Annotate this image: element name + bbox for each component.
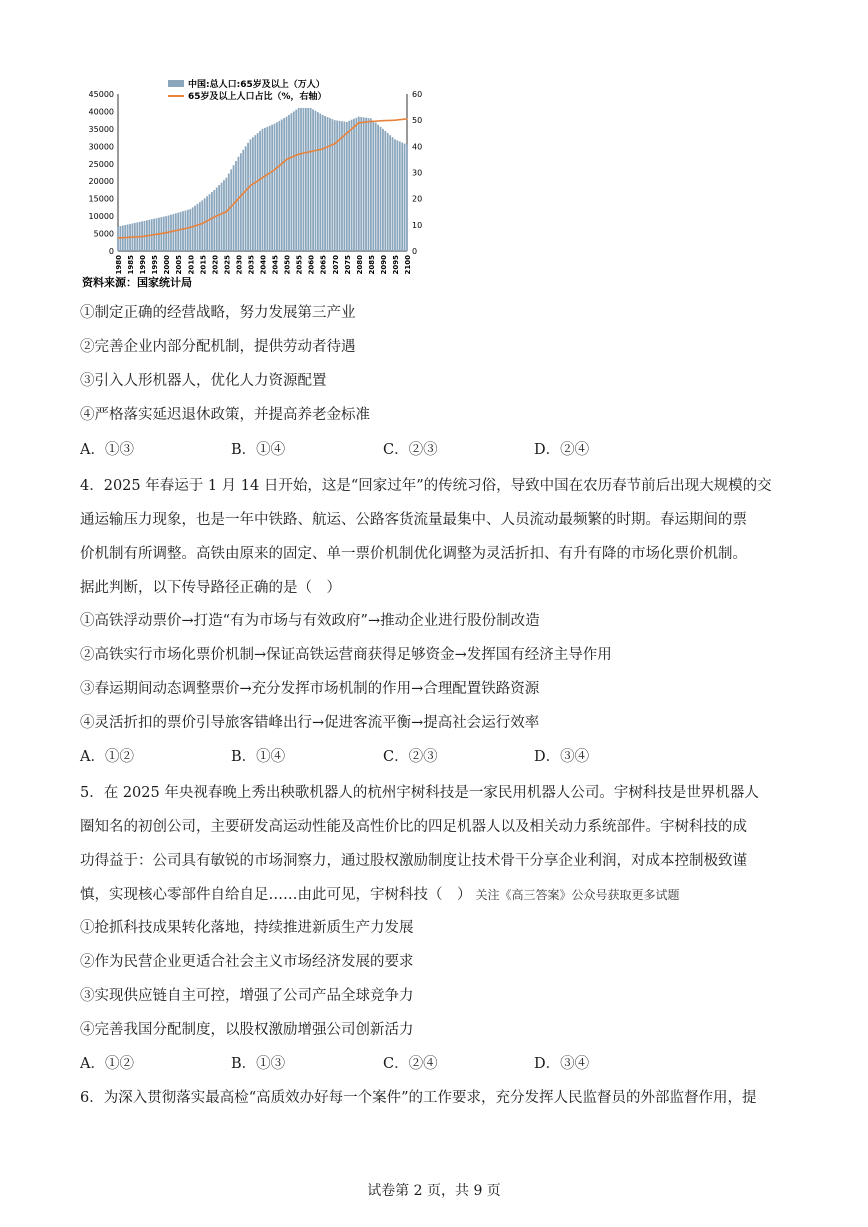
bar-2087 bbox=[375, 123, 377, 251]
line-point-2075 bbox=[346, 133, 347, 134]
bar-2067 bbox=[327, 117, 329, 251]
bar-1980 bbox=[117, 227, 119, 251]
x-tick-label: 2060 bbox=[307, 255, 316, 275]
y-left-tick-label: 40000 bbox=[88, 107, 114, 117]
page-footer: 试卷第 2 页，共 9 页 bbox=[367, 1183, 501, 1199]
bar-2032 bbox=[242, 150, 244, 251]
bar-2010 bbox=[189, 209, 191, 251]
q4-answer-c[interactable]: C．②③ bbox=[383, 749, 438, 765]
q5-item-3: ③实现供应链自主可控，增强了公司产品全球竞争力 bbox=[80, 988, 414, 1004]
q3-answer-c[interactable]: C．②③ bbox=[383, 442, 438, 458]
q4-item-1: ①高铁浮动票价→打造“有为市场与有效政府”→推动企业进行股份制改造 bbox=[80, 613, 540, 629]
bar-2050 bbox=[286, 117, 288, 251]
bar-2064 bbox=[319, 114, 321, 251]
bar-2003 bbox=[172, 214, 174, 251]
line-point-2025 bbox=[226, 211, 227, 212]
bar-2048 bbox=[281, 119, 283, 251]
q4-answer-d[interactable]: D．③④ bbox=[534, 749, 590, 765]
q5-stem bbox=[80, 776, 792, 912]
bar-2056 bbox=[300, 108, 302, 251]
bar-2001 bbox=[168, 215, 170, 251]
q6-stem-line-1: 6．为深入贯彻落实最高检“高质效办好每一个案件”的工作要求，充分发挥人民监督员的外部监督作用，提 bbox=[80, 1090, 757, 1106]
q4-stem-line-2: 通运输压力现象，也是一年中铁路、航运、公路客货流量最集中、人员流动最频繁的时期。春运期间的票 bbox=[80, 512, 747, 528]
y-left-tick-label: 15000 bbox=[88, 194, 114, 204]
bar-2069 bbox=[331, 119, 333, 251]
line-point-1990 bbox=[141, 236, 142, 237]
q3-answer-b[interactable]: B．①④ bbox=[231, 442, 286, 458]
x-tick-label: 2035 bbox=[247, 255, 256, 275]
bar-2097 bbox=[399, 141, 401, 251]
bar-2051 bbox=[288, 115, 290, 251]
bar-2052 bbox=[291, 113, 293, 251]
line-point-2015 bbox=[202, 223, 203, 224]
bar-2080 bbox=[358, 117, 360, 251]
q5-stem-line-1: 5．在 2025 年央视春晚上秀出秧歌机器人的杭州宇树科技是一家民用机器人公司。宇树科技是世界机器人 bbox=[80, 785, 759, 801]
bar-2089 bbox=[380, 127, 382, 251]
bar-2065 bbox=[322, 115, 324, 251]
bar-2094 bbox=[392, 137, 394, 251]
bar-2038 bbox=[257, 133, 259, 251]
bar-2002 bbox=[170, 215, 172, 251]
line-point-2020 bbox=[214, 216, 215, 217]
bar-2030 bbox=[238, 157, 240, 251]
bar-2042 bbox=[266, 127, 268, 251]
line-point-1980 bbox=[117, 237, 118, 238]
x-tick-label: 2065 bbox=[319, 254, 328, 275]
bar-2021 bbox=[216, 188, 218, 251]
q5-item-4: ④完善我国分配制度，以股权激励增强公司创新活力 bbox=[80, 1022, 414, 1038]
line-point-2090 bbox=[382, 120, 383, 121]
line-point-2095 bbox=[394, 120, 395, 121]
bar-2053 bbox=[293, 111, 295, 251]
line-point-2045 bbox=[274, 169, 275, 170]
q3-item-3: ③引入人形机器人，优化人力资源配置 bbox=[80, 373, 327, 389]
line-point-2100 bbox=[406, 118, 407, 119]
line-point-2085 bbox=[370, 121, 371, 122]
line-point-2050 bbox=[286, 159, 287, 160]
bar-2055 bbox=[298, 108, 300, 251]
y-left-tick-label: 25000 bbox=[88, 159, 114, 169]
y-right-tick-label: 0 bbox=[412, 247, 418, 256]
x-tick-label: 1990 bbox=[139, 255, 148, 275]
line-point-2080 bbox=[358, 122, 359, 123]
x-tick-label: 2075 bbox=[343, 255, 352, 275]
y-right-tick-label: 10 bbox=[412, 220, 423, 230]
bar-2009 bbox=[187, 210, 189, 251]
bar-2023 bbox=[221, 183, 223, 251]
bar-2016 bbox=[204, 198, 206, 251]
q4-item-2: ②高铁实行市场化票价机制→保证高铁运营商获得足够资金→发挥国有经济主导作用 bbox=[80, 647, 612, 663]
bar-2076 bbox=[348, 121, 350, 251]
bar-2070 bbox=[334, 120, 336, 251]
q3-answer-d[interactable]: D．②④ bbox=[534, 442, 590, 458]
bar-2090 bbox=[382, 129, 384, 251]
line-point-2070 bbox=[334, 143, 335, 144]
x-tick-label: 1980 bbox=[115, 255, 123, 275]
bar-2066 bbox=[324, 116, 326, 251]
q3-item-2: ②完善企业内部分配机制，提供劳动者待遇 bbox=[80, 339, 356, 355]
bar-2046 bbox=[276, 122, 278, 251]
bar-2019 bbox=[211, 192, 213, 251]
x-tick-label: 2030 bbox=[235, 255, 244, 275]
bar-2084 bbox=[368, 118, 370, 251]
x-tick-label: 2040 bbox=[259, 255, 268, 275]
bar-2017 bbox=[206, 196, 208, 251]
bar-2060 bbox=[310, 108, 312, 251]
line-point-2055 bbox=[298, 154, 299, 155]
bar-2088 bbox=[377, 125, 379, 251]
bar-2040 bbox=[262, 129, 264, 251]
bar-2074 bbox=[343, 122, 345, 251]
x-tick-label: 2080 bbox=[355, 255, 364, 275]
line-point-2000 bbox=[166, 232, 167, 233]
bar-2098 bbox=[401, 142, 403, 251]
line-point-2060 bbox=[310, 151, 311, 152]
q5-item-1: ①抢抓科技成果转化落地，持续推进新质生产力发展 bbox=[80, 920, 414, 936]
q4-stem-line-3: 价机制有所调整。高铁由原来的固定、单一票价机制优化调整为灵活折扣、有升有降的市场化票价机制。 bbox=[80, 546, 747, 562]
chart-bars bbox=[117, 108, 408, 251]
legend-bar-label: 中国:总人口:65岁及以上（万人） bbox=[188, 80, 325, 90]
y-left-tick-label: 5000 bbox=[93, 229, 114, 239]
bar-2082 bbox=[363, 117, 365, 251]
y-right-tick-label: 40 bbox=[412, 142, 423, 152]
q4-stem-line-4: 据此判断，以下传导路径正确的是（ ） bbox=[80, 580, 341, 596]
bar-2037 bbox=[254, 135, 256, 251]
bar-2035 bbox=[250, 139, 252, 251]
bar-2075 bbox=[346, 122, 348, 251]
q5-answer-d[interactable]: D．③④ bbox=[534, 1056, 590, 1072]
bar-2031 bbox=[240, 153, 242, 251]
bar-2079 bbox=[356, 118, 358, 251]
line-point-2040 bbox=[262, 177, 263, 178]
bar-2049 bbox=[283, 118, 285, 251]
x-tick-label: 2005 bbox=[175, 255, 184, 275]
y-left-tick-label: 0 bbox=[108, 247, 114, 256]
q4-answer-b[interactable]: B．①④ bbox=[231, 749, 286, 765]
y-left-tick-label: 20000 bbox=[88, 177, 114, 187]
bar-2073 bbox=[341, 121, 343, 251]
bar-2095 bbox=[394, 139, 396, 251]
bar-2029 bbox=[235, 161, 237, 251]
bar-2083 bbox=[365, 118, 367, 251]
line-point-2030 bbox=[238, 198, 239, 199]
bar-2085 bbox=[370, 118, 372, 251]
x-tick-label: 2055 bbox=[295, 255, 304, 275]
bar-2099 bbox=[404, 144, 406, 251]
q4-answer-a[interactable]: A．①② bbox=[80, 749, 134, 765]
bar-2034 bbox=[247, 143, 249, 251]
bar-2093 bbox=[389, 135, 391, 251]
bar-2063 bbox=[317, 112, 319, 251]
x-tick-label: 1985 bbox=[127, 255, 136, 275]
x-tick-label: 2090 bbox=[379, 255, 388, 275]
q3-answer-a[interactable]: A．①③ bbox=[80, 442, 134, 458]
x-tick-label: 2015 bbox=[199, 255, 208, 275]
bar-2005 bbox=[177, 213, 179, 251]
bar-2025 bbox=[225, 178, 227, 251]
q5-stem-line-3: 功得益于：公司具有敏锐的市场洞察力，通过股权激励制度让技术骨干分享企业利润，对成本控制极致谨 bbox=[80, 853, 747, 869]
line-point-2035 bbox=[250, 185, 251, 186]
bar-2007 bbox=[182, 211, 184, 251]
line-point-2065 bbox=[322, 148, 323, 149]
bar-2012 bbox=[194, 206, 196, 251]
x-tick-label: 2010 bbox=[187, 255, 196, 275]
x-tick-label: 2020 bbox=[211, 255, 220, 275]
q3-item-4: ④严格落实延迟退休政策，并提高养老金标准 bbox=[80, 407, 370, 423]
x-tick-label: 2085 bbox=[367, 255, 376, 275]
line-point-2010 bbox=[190, 227, 191, 228]
q4-stem-line-1: 4．2025 年春运于 1 月 14 日开始，这是“回家过年”的传统习俗，导致中国在农历春节前后出现大规模的交 bbox=[80, 478, 772, 494]
bar-2077 bbox=[351, 120, 353, 251]
y-right-tick-label: 60 bbox=[412, 90, 423, 99]
x-tick-label: 2050 bbox=[283, 255, 292, 275]
bar-2020 bbox=[213, 190, 215, 251]
y-left-tick-label: 30000 bbox=[88, 142, 114, 152]
x-tick-label: 2045 bbox=[271, 255, 280, 275]
bar-2068 bbox=[329, 118, 331, 251]
x-tick-label: 1995 bbox=[151, 255, 160, 275]
y-right-tick-label: 20 bbox=[412, 194, 423, 204]
q5-stem-line-2: 圈知名的初创公司，主要研发高运动性能及高性价比的四足机器人以及相关动力系统部件。宇树科技的成 bbox=[80, 819, 747, 835]
bar-2004 bbox=[175, 213, 177, 251]
bar-2100 bbox=[406, 145, 408, 251]
bar-2028 bbox=[233, 165, 235, 251]
bar-2096 bbox=[396, 140, 398, 251]
bar-2036 bbox=[252, 137, 254, 251]
bar-2062 bbox=[315, 111, 317, 251]
q4-item-3: ③春运期间动态调整票价→充分发挥市场机制的作用→合理配置铁路资源 bbox=[80, 681, 540, 697]
y-right-tick-label: 50 bbox=[412, 116, 423, 126]
bar-2027 bbox=[230, 169, 232, 251]
bar-2026 bbox=[228, 174, 230, 251]
chart-source-note: 资料来源：国家统计局 bbox=[82, 276, 192, 289]
bar-2091 bbox=[384, 131, 386, 251]
bar-2015 bbox=[201, 200, 203, 251]
q3-item-1: ①制定正确的经营战略，努力发展第三产业 bbox=[80, 305, 356, 321]
y-right-tick-label: 30 bbox=[412, 168, 423, 178]
bar-2014 bbox=[199, 202, 201, 251]
bar-2041 bbox=[264, 128, 266, 251]
legend-bar-swatch bbox=[168, 80, 184, 87]
x-tick-label: 2095 bbox=[391, 255, 400, 275]
bar-2057 bbox=[303, 108, 305, 251]
q5-item-2: ②作为民营企业更适合社会主义市场经济发展的要求 bbox=[80, 954, 414, 970]
y-left-tick-label: 35000 bbox=[88, 124, 114, 134]
bar-2078 bbox=[353, 119, 355, 251]
bar-2033 bbox=[245, 146, 247, 251]
population-aging-chart bbox=[80, 74, 445, 292]
bar-2045 bbox=[274, 124, 276, 251]
q5-answer-c[interactable]: C．②④ bbox=[383, 1056, 438, 1072]
bar-2086 bbox=[372, 121, 374, 251]
bar-2059 bbox=[307, 108, 309, 251]
q5-stem-line-4 bbox=[80, 878, 792, 912]
x-tick-label: 2025 bbox=[223, 255, 232, 275]
x-tick-label: 2000 bbox=[163, 255, 172, 275]
q4-stem bbox=[80, 469, 792, 605]
q4-item-4: ④灵活折扣的票价引导旅客错峰出行→促进客流平衡→提高社会运行效率 bbox=[80, 715, 540, 731]
x-tick-label: 2100 bbox=[404, 255, 412, 275]
bar-2013 bbox=[197, 204, 199, 251]
x-tick-label: 2070 bbox=[331, 255, 340, 275]
bar-2024 bbox=[223, 180, 225, 251]
bar-2081 bbox=[360, 117, 362, 251]
q5-answer-a[interactable]: A．①② bbox=[80, 1056, 134, 1072]
bar-2008 bbox=[185, 211, 187, 251]
y-left-tick-label: 45000 bbox=[88, 90, 114, 99]
bar-2044 bbox=[271, 125, 273, 251]
bar-2061 bbox=[312, 109, 314, 251]
bar-2006 bbox=[180, 212, 182, 251]
bar-2011 bbox=[192, 207, 194, 251]
bar-2018 bbox=[209, 194, 211, 251]
bar-2058 bbox=[305, 108, 307, 251]
bar-2047 bbox=[278, 121, 280, 251]
bar-2022 bbox=[218, 185, 220, 251]
q5-stem-line-4-text: 慎，实现核心零部件自给自足……由此可见，宇树科技（ ） bbox=[80, 887, 472, 903]
bar-2054 bbox=[295, 110, 297, 251]
bar-2039 bbox=[259, 131, 261, 251]
q5-answer-b[interactable]: B．①③ bbox=[231, 1056, 286, 1072]
watermark-note: 关注《高三答案》公众号获取更多试题 bbox=[475, 888, 680, 902]
legend-line-label: 65岁及以上人口占比（%，右轴） bbox=[188, 92, 327, 102]
bar-2092 bbox=[387, 133, 389, 251]
bar-2043 bbox=[269, 126, 271, 251]
chart-legend bbox=[168, 78, 327, 102]
y-left-tick-label: 10000 bbox=[88, 212, 114, 222]
